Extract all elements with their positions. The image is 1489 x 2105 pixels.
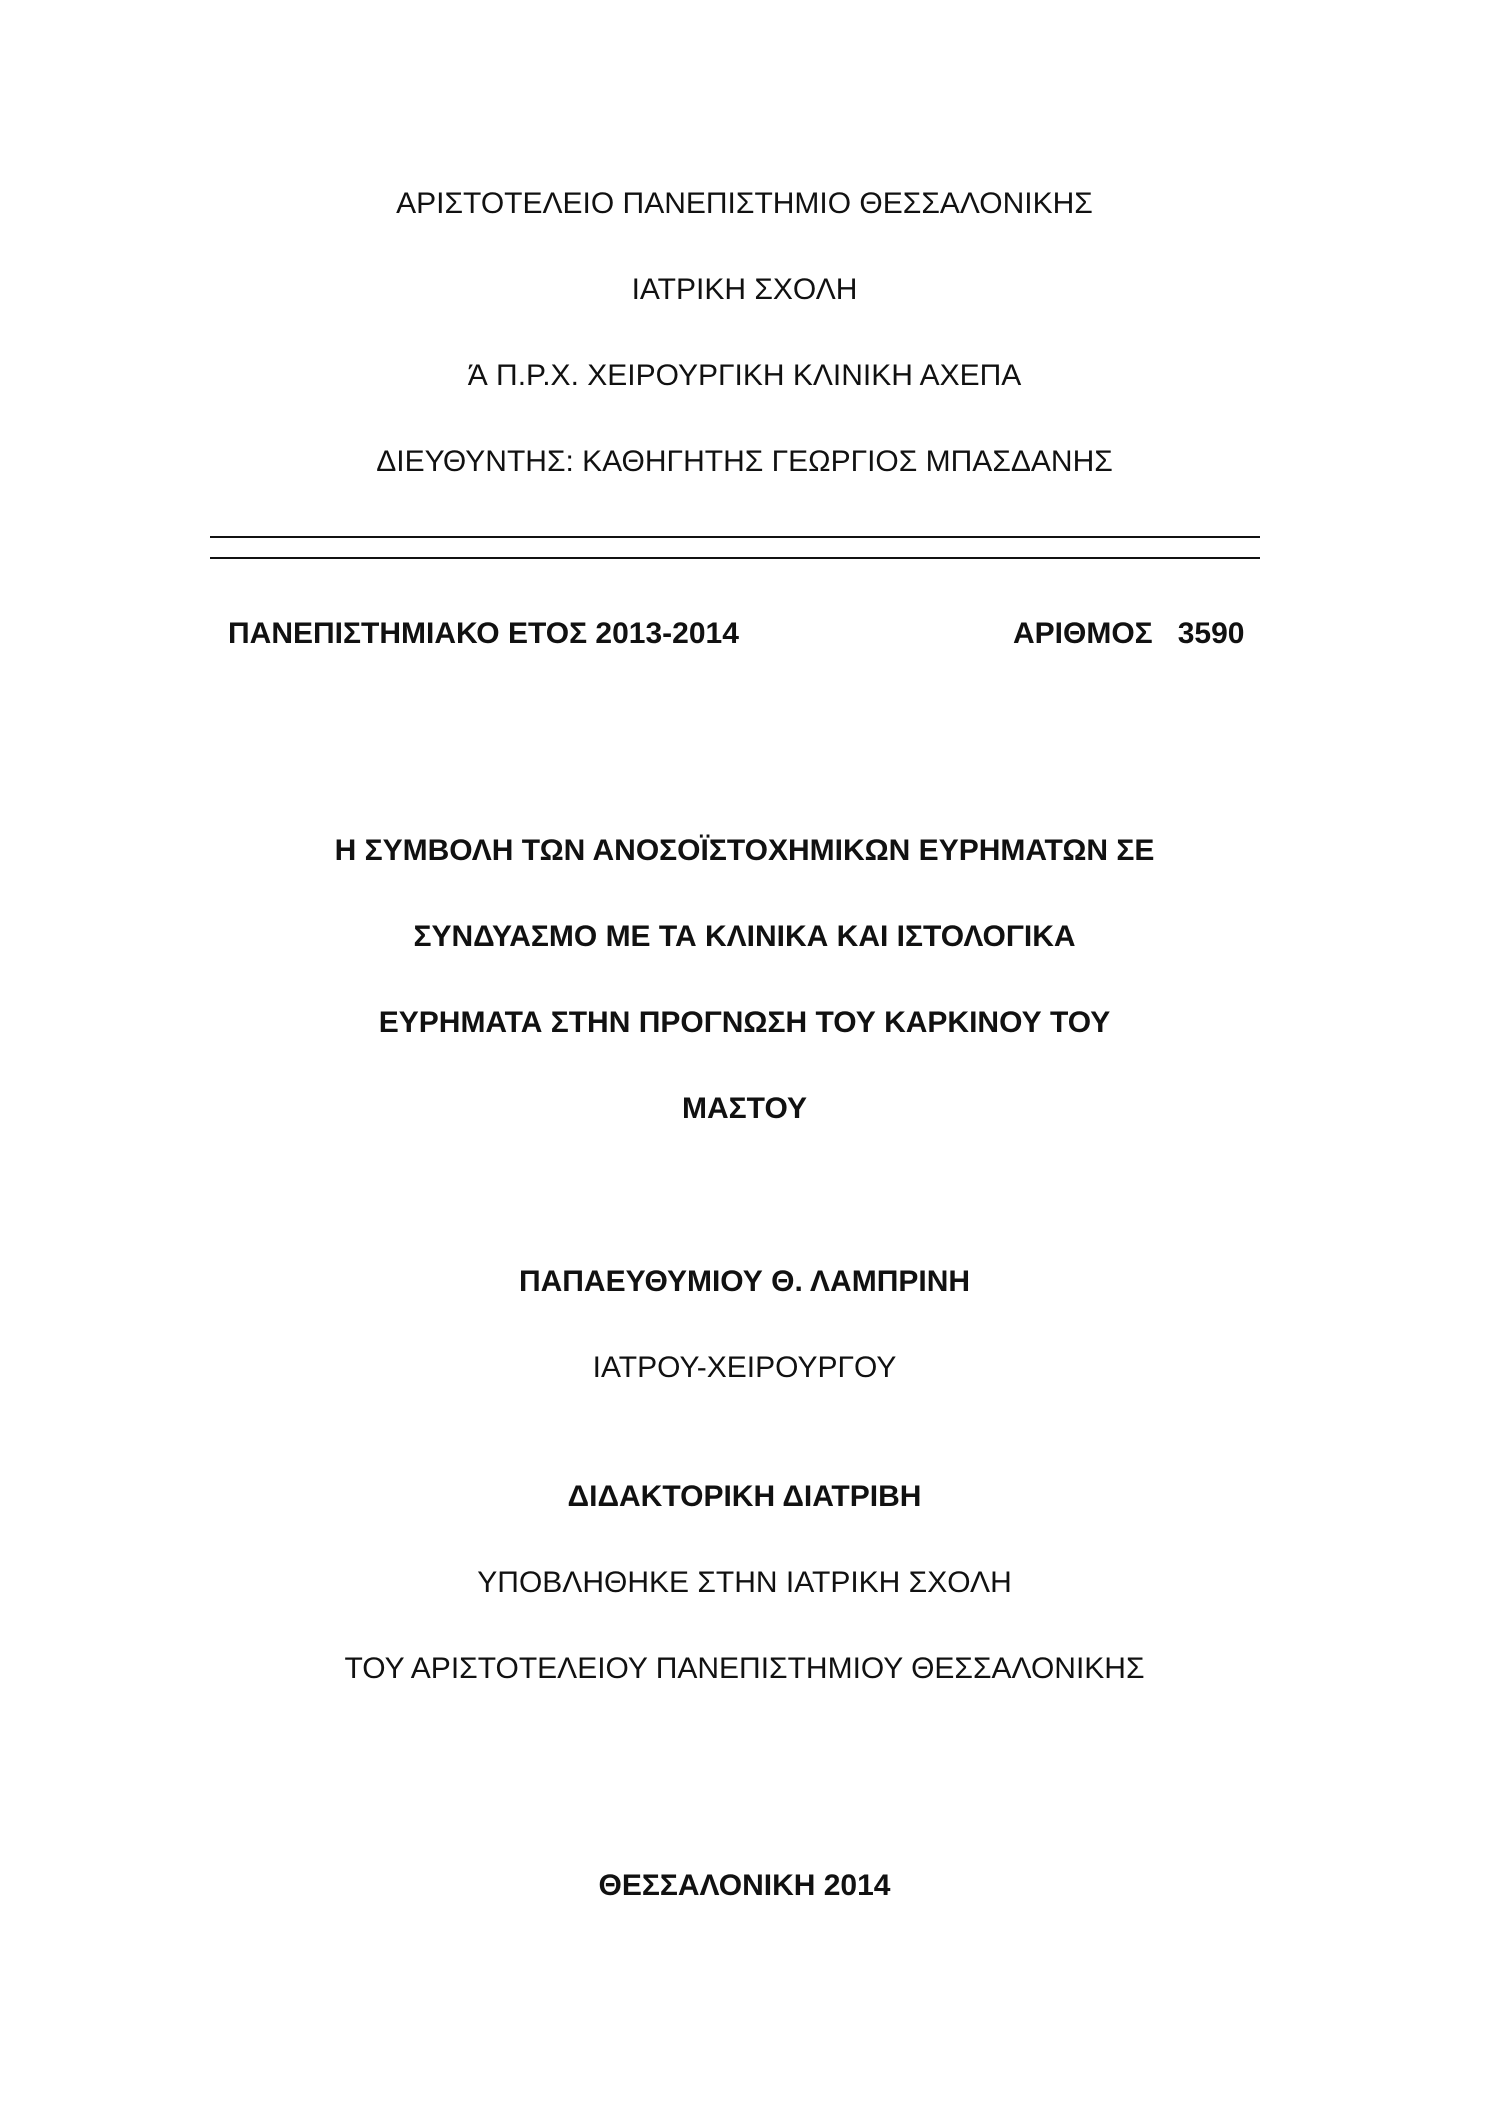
author-name: ΠΑΠΑΕΥΘΥΜΙΟΥ Θ. ΛΑΜΠΡΙΝΗ (518, 1265, 971, 1298)
director-line: ΔΙΕΥΘΥΝΤΗΣ: ΚΑΘΗΓΗΤΗΣ ΓΕΩΡΓΙΟΣ ΜΠΑΣΔΑΝΗΣ (376, 445, 1113, 478)
clinic-name: Ά Π.Ρ.Χ. ΧΕΙΡΟΥΡΓΙΚΗ ΚΛΙΝΙΚΗ ΑΧΕΠΑ (467, 359, 1022, 392)
thesis-title-line-3: ΕΥΡΗΜΑΤΑ ΣΤΗΝ ΠΡΟΓΝΩΣΗ ΤΟΥ ΚΑΡΚΙΝΟΥ ΤΟΥ (378, 1006, 1111, 1039)
school-name: ΙΑΤΡΙΚΗ ΣΧΟΛΗ (631, 273, 858, 306)
academic-year: ΠΑΝΕΠΙΣΤΗΜΙΑΚΟ ΕΤΟΣ 2013-2014 (228, 617, 739, 650)
thesis-number-value: 3590 (1177, 617, 1245, 650)
place-year: ΘΕΣΣΑΛΟΝΙΚΗ 2014 (598, 1869, 891, 1902)
university-name: ΑΡΙΣΤΟΤΕΛΕΙΟ ΠΑΝΕΠΙΣΤΗΜΙΟ ΘΕΣΣΑΛΟΝΙΚΗΣ (396, 187, 1093, 220)
thesis-title-line-1: Η ΣΥΜΒΟΛΗ ΤΩΝ ΑΝΟΣΟΪΣΤΟΧΗΜΙΚΩΝ ΕΥΡΗΜΑΤΩΝ ΣΕ (334, 834, 1155, 867)
thesis-number (1013, 614, 1244, 654)
thesis-title-line-2: ΣΥΝΔΥΑΣΜΟ ΜΕ ΤΑ ΚΛΙΝΙΚΑ ΚΑΙ ΙΣΤΟΛΟΓΙΚΑ (413, 920, 1076, 953)
thesis-title-line-4: ΜΑΣΤΟΥ (682, 1092, 807, 1125)
thesis-number-label: ΑΡΙΘΜΟΣ (1013, 617, 1153, 650)
author-profession: ΙΑΤΡΟΥ-ΧΕΙΡΟΥΡΓΟΥ (592, 1351, 897, 1384)
submission-line-1: ΥΠΟΒΛΗΘΗΚΕ ΣΤΗΝ ΙΑΤΡΙΚΗ ΣΧΟΛΗ (477, 1566, 1012, 1599)
divider-top (210, 536, 1260, 538)
submission-line-2: ΤΟΥ ΑΡΙΣΤΟΤΕΛΕΙΟΥ ΠΑΝΕΠΙΣΤΗΜΙΟΥ ΘΕΣΣΑΛΟΝΙΚΗΣ (344, 1652, 1145, 1685)
thesis-type: ΔΙΔΑΚΤΟΡΙΚΗ ΔΙΑΤΡΙΒΗ (567, 1480, 922, 1513)
divider-bottom (210, 557, 1260, 559)
